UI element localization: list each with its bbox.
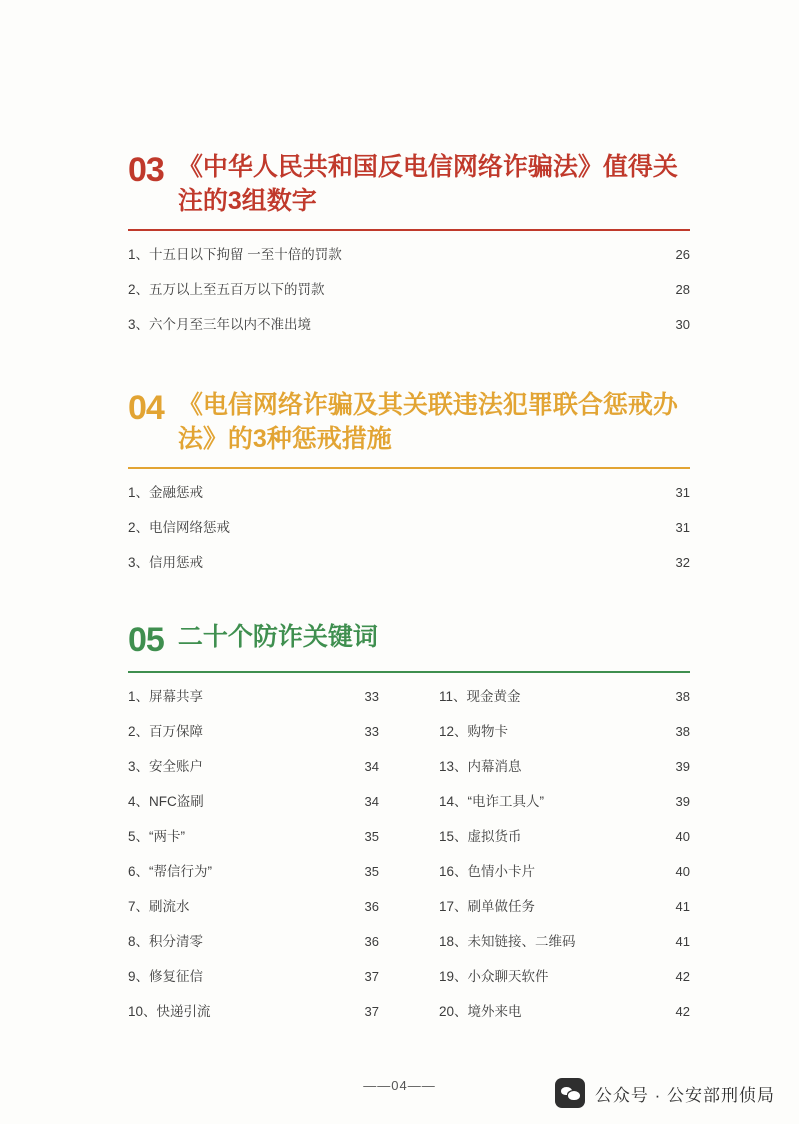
toc-entry-label: 3、安全账户 xyxy=(128,759,204,774)
list-item[interactable] xyxy=(439,924,690,959)
toc-entry-label: 8、积分清零 xyxy=(128,934,204,949)
toc-entry-page: 34 xyxy=(364,794,379,809)
toc-entry-label: 10、快递引流 xyxy=(128,1004,211,1019)
toc-entry-label: 2、五万以上至五百万以下的罚款 xyxy=(128,282,325,297)
toc-entry-page: 40 xyxy=(675,864,690,879)
section-04-heading xyxy=(128,388,690,456)
toc-entry-page: 35 xyxy=(364,829,379,844)
toc-entry-label: 11、现金黄金 xyxy=(439,689,521,704)
toc-entry-page: 26 xyxy=(675,247,690,262)
list-item[interactable] xyxy=(128,714,379,749)
section-05-entries xyxy=(128,679,690,1029)
toc-entry-page: 41 xyxy=(675,899,690,914)
toc-entry-label: 19、小众聊天软件 xyxy=(439,969,549,984)
toc-entry-page: 30 xyxy=(675,317,690,332)
list-item[interactable] xyxy=(128,272,690,307)
toc-entry-page: 36 xyxy=(364,899,379,914)
toc-entry-label: 2、百万保障 xyxy=(128,724,204,739)
list-item[interactable] xyxy=(439,749,690,784)
table-of-contents xyxy=(128,150,690,1029)
toc-entry-page: 36 xyxy=(364,934,379,949)
list-item[interactable] xyxy=(128,510,690,545)
toc-entry-page: 38 xyxy=(675,724,690,739)
section-04-entries xyxy=(128,475,690,580)
wechat-logo-icon xyxy=(555,1078,585,1108)
list-item[interactable] xyxy=(439,784,690,819)
toc-entry-page: 40 xyxy=(675,829,690,844)
toc-entry-page: 35 xyxy=(364,864,379,879)
toc-entry-page: 33 xyxy=(364,689,379,704)
toc-section-05 xyxy=(128,620,690,1029)
toc-entry-page: 31 xyxy=(675,520,690,535)
toc-entry-page: 39 xyxy=(675,759,690,774)
toc-entry-page: 37 xyxy=(364,1004,379,1019)
spacer xyxy=(128,342,690,388)
list-item[interactable] xyxy=(128,784,379,819)
list-item[interactable] xyxy=(128,854,379,889)
section-03-heading xyxy=(128,150,690,218)
section-03-divider xyxy=(128,229,690,231)
toc-entry-page: 34 xyxy=(364,759,379,774)
list-item[interactable] xyxy=(439,959,690,994)
toc-entry-page: 42 xyxy=(675,969,690,984)
list-item[interactable] xyxy=(128,924,379,959)
list-item[interactable] xyxy=(439,994,690,1029)
list-item[interactable] xyxy=(439,714,690,749)
toc-entry-label: 12、购物卡 xyxy=(439,724,509,739)
list-item[interactable] xyxy=(128,889,379,924)
toc-section-04 xyxy=(128,388,690,580)
toc-entry-label: 1、屏幕共享 xyxy=(128,689,204,704)
toc-entry-label: 6、“帮信行为” xyxy=(128,864,212,879)
list-item[interactable] xyxy=(439,854,690,889)
page-folio: ——04—— xyxy=(363,1078,436,1093)
watermark-text: 公众号 · 公安部刑侦局 xyxy=(594,1085,775,1105)
toc-entry-label: 1、金融惩戒 xyxy=(128,485,204,500)
toc-entry-page: 38 xyxy=(675,689,690,704)
toc-entry-label: 16、色情小卡片 xyxy=(439,864,536,879)
list-item[interactable] xyxy=(128,959,379,994)
watermark xyxy=(555,1078,775,1108)
list-item[interactable] xyxy=(128,545,690,580)
list-item[interactable] xyxy=(128,475,690,510)
section-04-number: 04 xyxy=(128,389,164,427)
section-03-title: 《中华人民共和国反电信网络诈骗法》值得关注的3组数字 xyxy=(177,153,678,215)
section-03-number: 03 xyxy=(128,151,164,189)
toc-entry-page: 31 xyxy=(675,485,690,500)
toc-entry-label: 2、电信网络惩戒 xyxy=(128,520,231,535)
list-item[interactable] xyxy=(128,819,379,854)
spacer xyxy=(128,580,690,620)
list-item[interactable] xyxy=(128,237,690,272)
list-item[interactable] xyxy=(128,679,379,714)
section-04-title: 《电信网络诈骗及其关联违法犯罪联合惩戒办法》的3种惩戒措施 xyxy=(177,391,678,453)
section-05-heading xyxy=(128,620,690,660)
toc-entry-page: 32 xyxy=(675,555,690,570)
list-item[interactable] xyxy=(439,819,690,854)
section-04-divider xyxy=(128,467,690,469)
toc-entry-label: 18、未知链接、二维码 xyxy=(439,934,576,949)
list-item[interactable] xyxy=(128,307,690,342)
toc-entry-label: 3、六个月至三年以内不准出境 xyxy=(128,317,312,332)
toc-entry-label: 1、十五日以下拘留 一至十倍的罚款 xyxy=(128,247,342,262)
section-05-number: 05 xyxy=(128,621,164,659)
section-05-divider xyxy=(128,671,690,673)
toc-entry-label: 9、修复征信 xyxy=(128,969,204,984)
toc-entry-label: 7、刷流水 xyxy=(128,899,190,914)
toc-entry-label: 3、信用惩戒 xyxy=(128,555,204,570)
section-05-column-left xyxy=(128,679,379,1029)
toc-entry-label: 20、境外来电 xyxy=(439,1004,522,1019)
section-05-column-right xyxy=(439,679,690,1029)
toc-entry-page: 33 xyxy=(364,724,379,739)
toc-section-03 xyxy=(128,150,690,342)
toc-entry-label: 4、NFC盗刷 xyxy=(128,794,204,809)
toc-entry-label: 5、“两卡” xyxy=(128,829,185,844)
list-item[interactable] xyxy=(439,889,690,924)
list-item[interactable] xyxy=(128,749,379,784)
toc-entry-label: 14、“电诈工具人” xyxy=(439,794,545,809)
toc-entry-page: 42 xyxy=(675,1004,690,1019)
toc-entry-page: 39 xyxy=(675,794,690,809)
list-item[interactable] xyxy=(128,994,379,1029)
toc-entry-page: 37 xyxy=(364,969,379,984)
list-item[interactable] xyxy=(439,679,690,714)
toc-entry-label: 15、虚拟货币 xyxy=(439,829,522,844)
toc-entry-label: 17、刷单做任务 xyxy=(439,899,536,914)
toc-entry-page: 28 xyxy=(675,282,690,297)
section-05-title: 二十个防诈关键词 xyxy=(177,623,378,651)
toc-entry-label: 13、内幕消息 xyxy=(439,759,522,774)
toc-entry-page: 41 xyxy=(675,934,690,949)
section-03-entries xyxy=(128,237,690,342)
